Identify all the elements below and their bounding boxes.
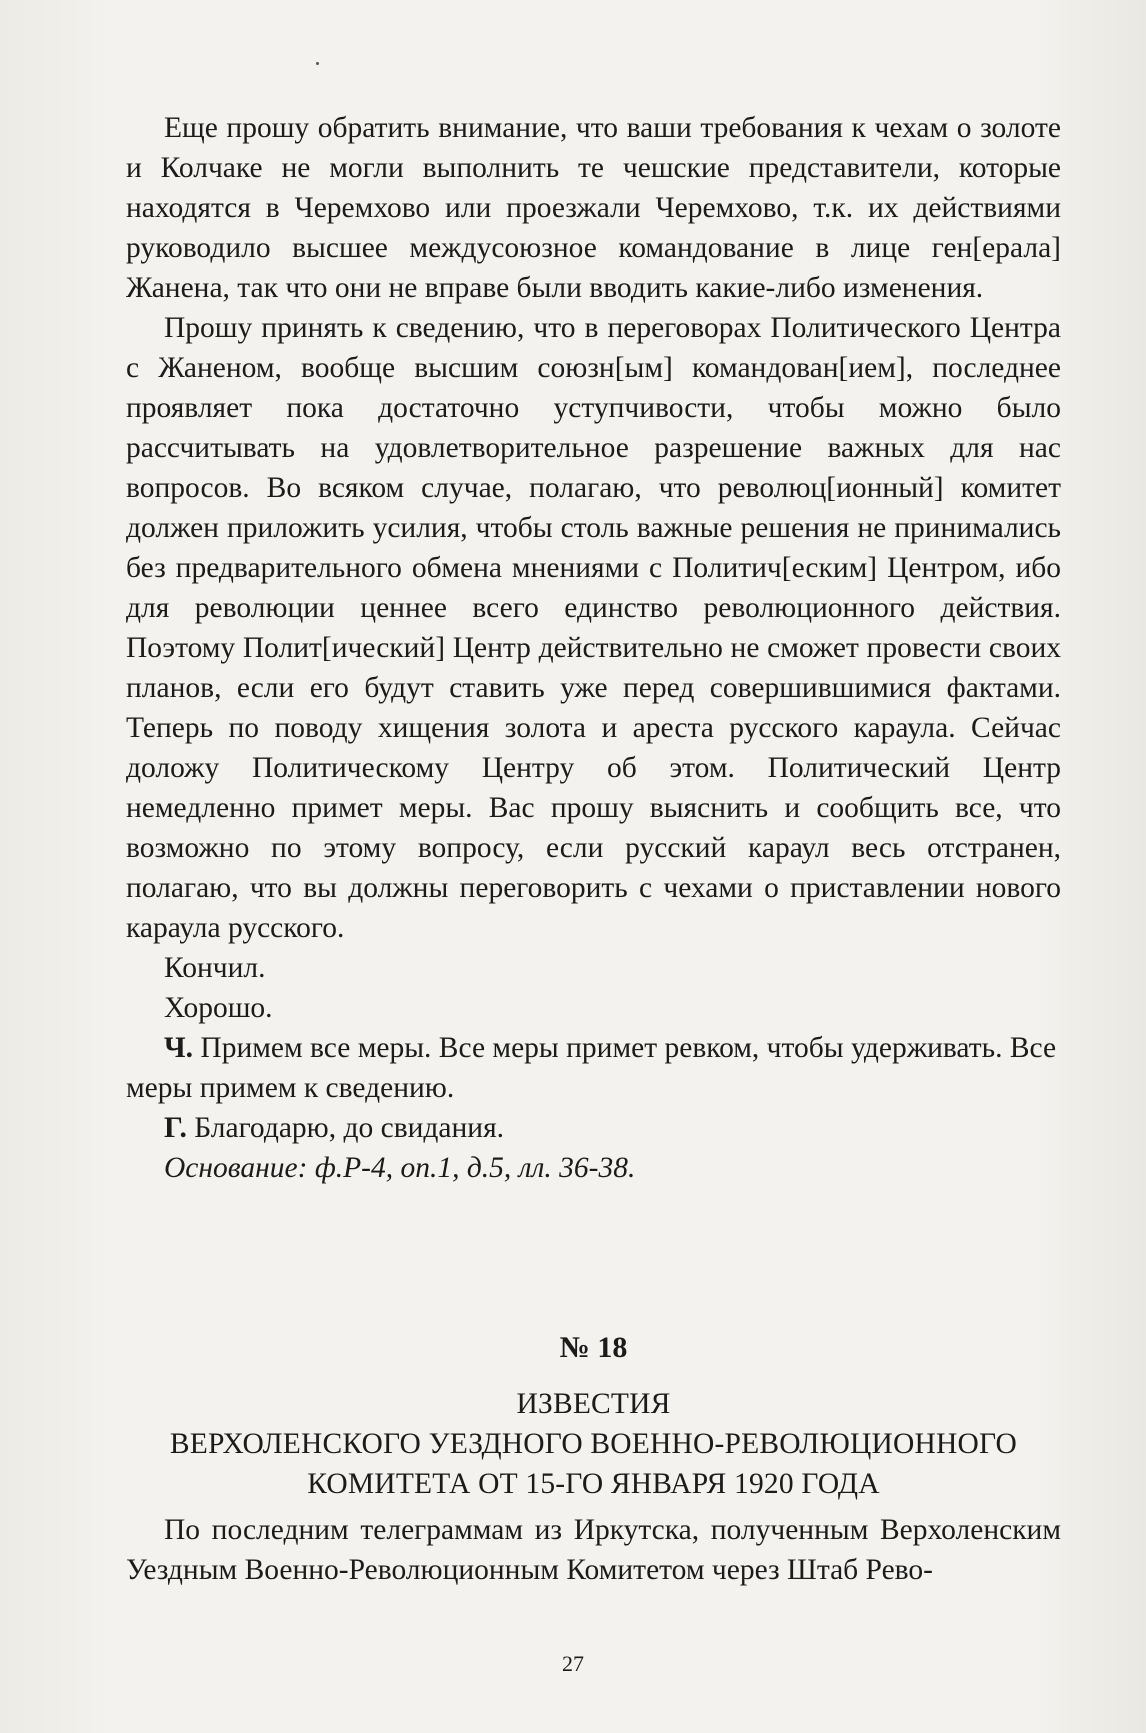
dialog-line-4 <box>126 1108 1061 1148</box>
page-number: 27 <box>562 1651 584 1676</box>
dialog-line-3 <box>126 1028 1061 1108</box>
title-line-3: КОМИТЕТА ОТ 15-ГО ЯНВАРЯ 1920 ГОДА <box>307 1468 880 1500</box>
paragraph-1: Еще прошу обратить внимание, что ваши требования к чехам о золоте и Колчаке не могли выполнить те чешские представители, которые находятся в Черемхово или проезжали Черемхово, т.к. их действиями руководило высшее междусоюзное командование в лице ген[ерала] Жанена, так что они не вправе были вводить какие-либо изменения. <box>126 112 1061 304</box>
title-line-1: ИЗВЕСТИЯ <box>516 1388 671 1420</box>
document-body <box>126 1510 1061 1590</box>
document-title <box>126 1384 1061 1504</box>
main-text-block <box>126 108 1061 1188</box>
dialog-line-2: Хорошо. <box>164 992 273 1024</box>
source-note: Основание: ф.Р-4, оп.1, д.5, лл. 36-38. <box>164 1152 636 1184</box>
speaker-ch: Ч. <box>164 1032 194 1064</box>
paragraph-2: Прошу принять к сведению, что в переговорах Политического Центра с Жаненом, вообще высшим союзн[ым] командован[ием], последнее проявляет пока достаточно уступчивости, чтобы можно было рассчитывать на удовлетворительное разрешение важных для нас вопросов. Во всяком случае, полагаю, что революц[ионный] комитет должен приложить усилия, чтобы столь важные решения не принимались без предварительного обмена мнениями с Политич[еским] Центром, ибо для революции ценнее всего единство революционного действия. Поэтому Полит[ический] Центр действительно не сможет провести своих планов, если его будут ставить уже перед совершившимися фактами. Теперь по поводу хищения золота и ареста русского караула. Сейчас доложу Политическому Центру об этом. Политический Центр немедленно примет меры. Вас прошу выяснить и сообщить все, что возможно по этому вопросу, если русский караул весь отстранен, полагаю, что вы должны переговорить с чехами о приставлении нового караула русского. <box>126 312 1061 944</box>
dialog-line-3-text: Примем все меры. Все меры примет ревком, чтобы удерживать. Все меры примем к сведению. <box>126 1032 1057 1104</box>
document-intro: По последним телеграммам из Иркутска, полученным Верхоленским Уездным Военно-Революционным Комитетом через Штаб Рево- <box>126 1514 1061 1586</box>
dialog-line-4-text: Благодарю, до свидания. <box>194 1112 505 1144</box>
speaker-g: Г. <box>164 1112 187 1144</box>
print-speck <box>316 62 319 65</box>
document-number: № 18 <box>559 1331 628 1364</box>
title-line-2: ВЕРХОЛЕНСКОГО УЕЗДНОГО ВОЕННО-РЕВОЛЮЦИОННОГО <box>169 1428 1018 1460</box>
dialog-line-1: Кончил. <box>164 952 266 984</box>
